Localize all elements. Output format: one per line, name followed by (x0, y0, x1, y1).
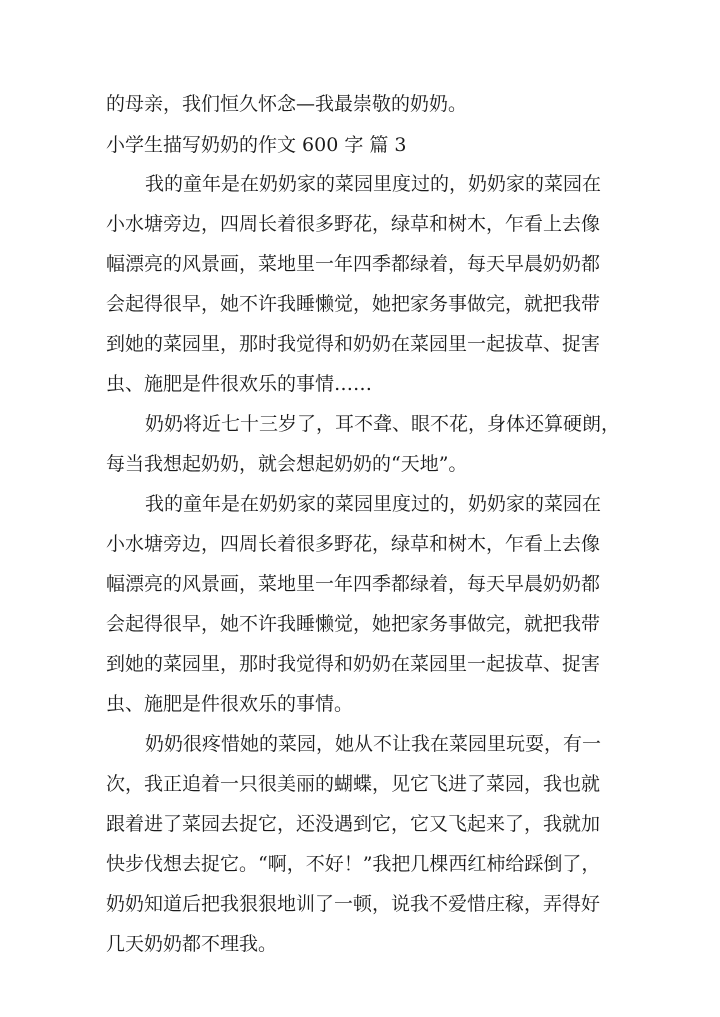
paragraph-line: 奶奶将近七十三岁了，耳不聋、眼不花，身体还算硬朗， (145, 413, 621, 435)
paragraph-line: 虫、施肥是件很欢乐的事情。 (106, 693, 354, 715)
section-heading: 小学生描写奶奶的作文 600 字 篇 3 (106, 134, 407, 156)
paragraph-line: 几天奶奶都不理我。 (106, 933, 278, 955)
text-line: 的母亲，我们恒久怀念—我最崇敬的奶奶。 (106, 93, 468, 115)
paragraph-line: 我的童年是在奶奶家的菜园里度过的，奶奶家的菜园在 (145, 493, 602, 515)
paragraph-line: 小水塘旁边，四周长着很多野花，绿草和树木，乍看上去像 (106, 533, 601, 555)
paragraph-line: 次，我正追着一只很美丽的蝴蝶，见它飞进了菜园，我也就 (106, 773, 601, 795)
paragraph-line: 快步伐想去捉它。“啊，不好！”我把几棵西红柿给踩倒了， (106, 853, 601, 875)
paragraph-line: 幅漂亮的风景画，菜地里一年四季都绿着，每天早晨奶奶都 (106, 253, 601, 275)
paragraph-line: 虫、施肥是件很欢乐的事情…… (106, 373, 373, 395)
paragraph-line: 会起得很早，她不许我睡懒觉，她把家务事做完，就把我带 (106, 613, 601, 635)
paragraph-line: 奶奶知道后把我狠狠地训了一顿，说我不爱惜庄稼，弄得好 (106, 893, 601, 915)
paragraph-line: 跟着进了菜园去捉它，还没遇到它，它又飞起来了，我就加 (106, 813, 601, 835)
paragraph-line: 我的童年是在奶奶家的菜园里度过的，奶奶家的菜园在 (145, 173, 602, 195)
paragraph-line: 到她的菜园里，那时我觉得和奶奶在菜园里一起拔草、捉害 (106, 653, 601, 675)
paragraph-line: 会起得很早，她不许我睡懒觉，她把家务事做完，就把我带 (106, 293, 601, 315)
paragraph-line: 到她的菜园里，那时我觉得和奶奶在菜园里一起拔草、捉害 (106, 333, 601, 355)
paragraph-line: 小水塘旁边，四周长着很多野花，绿草和树木，乍看上去像 (106, 213, 601, 235)
paragraph-line: 每当我想起奶奶，就会想起奶奶的“天地”。 (106, 453, 468, 475)
paragraph-line: 幅漂亮的风景画，菜地里一年四季都绿着，每天早晨奶奶都 (106, 573, 601, 595)
paragraph-line: 奶奶很疼惜她的菜园，她从不让我在菜园里玩耍，有一 (145, 733, 602, 755)
